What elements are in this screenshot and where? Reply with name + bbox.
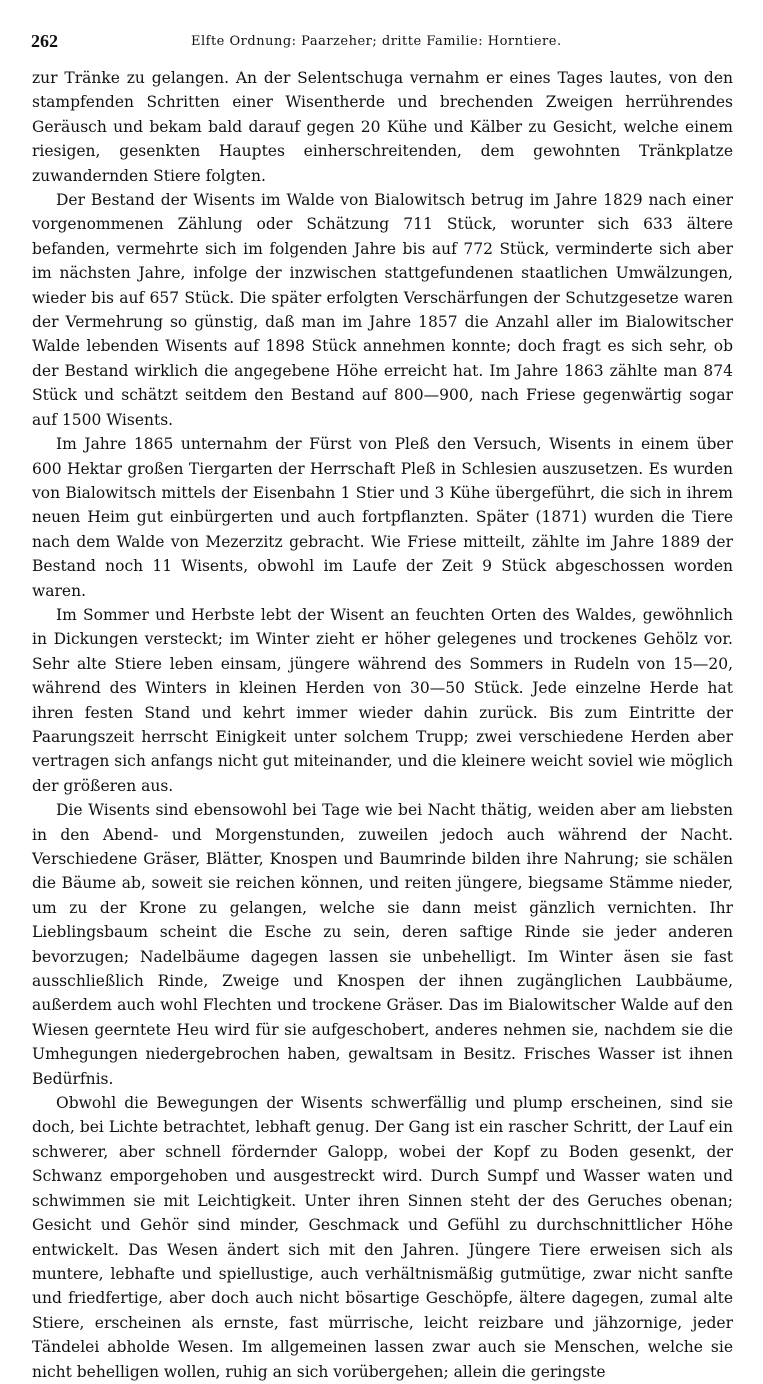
paragraph: Obwohl die Bewegungen der Wisents schwerfällig und plump erscheinen, sind sie doch, bei Lichte betrachtet, lebhaft genug. Der Gang ist ein rascher Schritt, der Lauf ein schwerer, aber schnell fördernder Galopp, wobei der Kopf zu Boden gesenkt, der Schwanz emporgehoben und ausgestreckt wird. Durch Sumpf und Wasser waten und schwimmen sie mit Leichtigkeit. Unter ihren Sinnen steht der des Geruches obenan; Gesicht und Gehör sind minder, Geschmack und Gefühl zu durchschnittlicher Höhe entwickelt. Das Wesen ändert sich mit den Jahren. Jüngere Tiere erweisen sich als muntere, lebhafte und spiellustige, auch verhältnismäßig gutmütige, zwar nicht sanfte und friedfertige, aber doch auch nicht bösartige Geschöpfe, ältere dagegen, zumal alte Stiere, erscheinen als ernste, fast mürrische, leicht reizbare und jähzornige, jeder Tändelei abholde Wesen. Im allgemeinen lassen zwar auch sie Menschen, welche sie nicht behelligen wollen, ruhig an sich vorübergehen; allein die geringste: [32, 1094, 733, 1381]
page-header: [31, 31, 733, 57]
paragraph: Im Sommer und Herbste lebt der Wisent an feuchten Orten des Waldes, gewöhnlich in Dickungen versteckt; im Winter zieht er höher gelegenes und trockenes Gehölz vor. Sehr alte Stiere leben einsam, jüngere während des Sommers in Rudeln von 15—20, während des Winters in kleinen Herden von 30—50 Stück. Jede einzelne Herde hat ihren festen Stand und kehrt immer wieder dahin zurück. Bis zum Eintritte der Paarungszeit herrscht Einigkeit unter solchem Trupp; zwei verschiedene Herden aber vertragen sich anfangs nicht gut miteinander, und die kleinere weicht soviel wie möglich der größeren aus.: [32, 605, 733, 795]
paragraph: Im Jahre 1865 unternahm der Fürst von Pleß den Versuch, Wisents in einem über 600 Hektar großen Tiergarten der Herrschaft Pleß in Schlesien auszusetzen. Es wurden von Bialowitsch mittels der Eisenbahn 1 Stier und 3 Kühe übergeführt, die sich in ihrem neuen Heim gut einbürgerten und auch fortpflanzten. Später (1871) wurden die Tiere nach dem Walde von Mezerzitz gebracht. Wie Friese mitteilt, zählte im Jahre 1889 der Bestand noch 11 Wisents, obwohl im Laufe der Zeit 9 Stück abgeschossen worden waren.: [32, 435, 733, 600]
paragraph: Der Bestand der Wisents im Walde von Bialowitsch betrug im Jahre 1829 nach einer vorgenommenen Zählung oder Schätzung 711 Stück, worunter sich 633 ältere befanden, vermehrte sich im folgenden Jahre bis auf 772 Stück, verminderte sich aber im nächsten Jahre, infolge der inzwischen stattgefundenen staatlichen Umwälzungen, wieder bis auf 657 Stück. Die später erfolgten Verschärfungen der Schutzgesetze waren der Vermehrung so günstig, daß man im Jahre 1857 die Anzahl aller im Bialowitscher Walde lebenden Wisents auf 1898 Stück annehmen konnte; doch fragt es sich sehr, ob der Bestand wirklich die angegebene Höhe erreicht hat. Im Jahre 1863 zählte man 874 Stück und schätzt seitdem den Bestand auf 800—900, nach Friese gegenwärtig sogar auf 1500 Wisents.: [32, 191, 733, 429]
running-head: Elfte Ordnung: Paarzeher; dritte Familie: Horntiere.: [191, 34, 562, 49]
body-text: [32, 66, 733, 1384]
paragraph: zur Tränke zu gelangen. An der Selentschuga vernahm er eines Tages lautes, von den stampfenden Schritten einer Wisentherde und brechenden Zweigen herrührendes Geräusch und bekam bald darauf gegen 20 Kühe und Kälber zu Gesicht, welche einem riesigen, gesenkten Hauptes einherschreitenden, dem gewohnten Tränkplatze zuwandernden Stiere folgten.: [32, 69, 733, 185]
paragraph: Die Wisents sind ebensowohl bei Tage wie bei Nacht thätig, weiden aber am liebsten in den Abend- und Morgenstunden, zuweilen jedoch auch während der Nacht. Verschiedene Gräser, Blätter, Knospen und Baumrinde bilden ihre Nahrung; sie schälen die Bäume ab, soweit sie reichen können, und reiten jüngere, biegsame Stämme nieder, um zu der Krone zu gelangen, welche sie dann meist gänzlich vernichten. Ihr Lieblingsbaum scheint die Esche zu sein, deren saftige Rinde sie jeder anderen bevorzugen; Nadelbäume dagegen lassen sie unbehelligt. Im Winter äsen sie fast ausschließlich Rinde, Zweige und Knospen der ihnen zugänglichen Laubbäume, außerdem auch wohl Flechten und trockene Gräser. Das im Bialowitscher Walde auf den Wiesen geerntete Heu wird für sie aufgeschobert, anderes nehmen sie, nachdem sie die Umhegungen niedergebrochen haben, gewaltsam in Besitz. Frisches Wasser ist ihnen Bedürfnis.: [32, 801, 733, 1088]
page-number: 262: [31, 31, 58, 51]
